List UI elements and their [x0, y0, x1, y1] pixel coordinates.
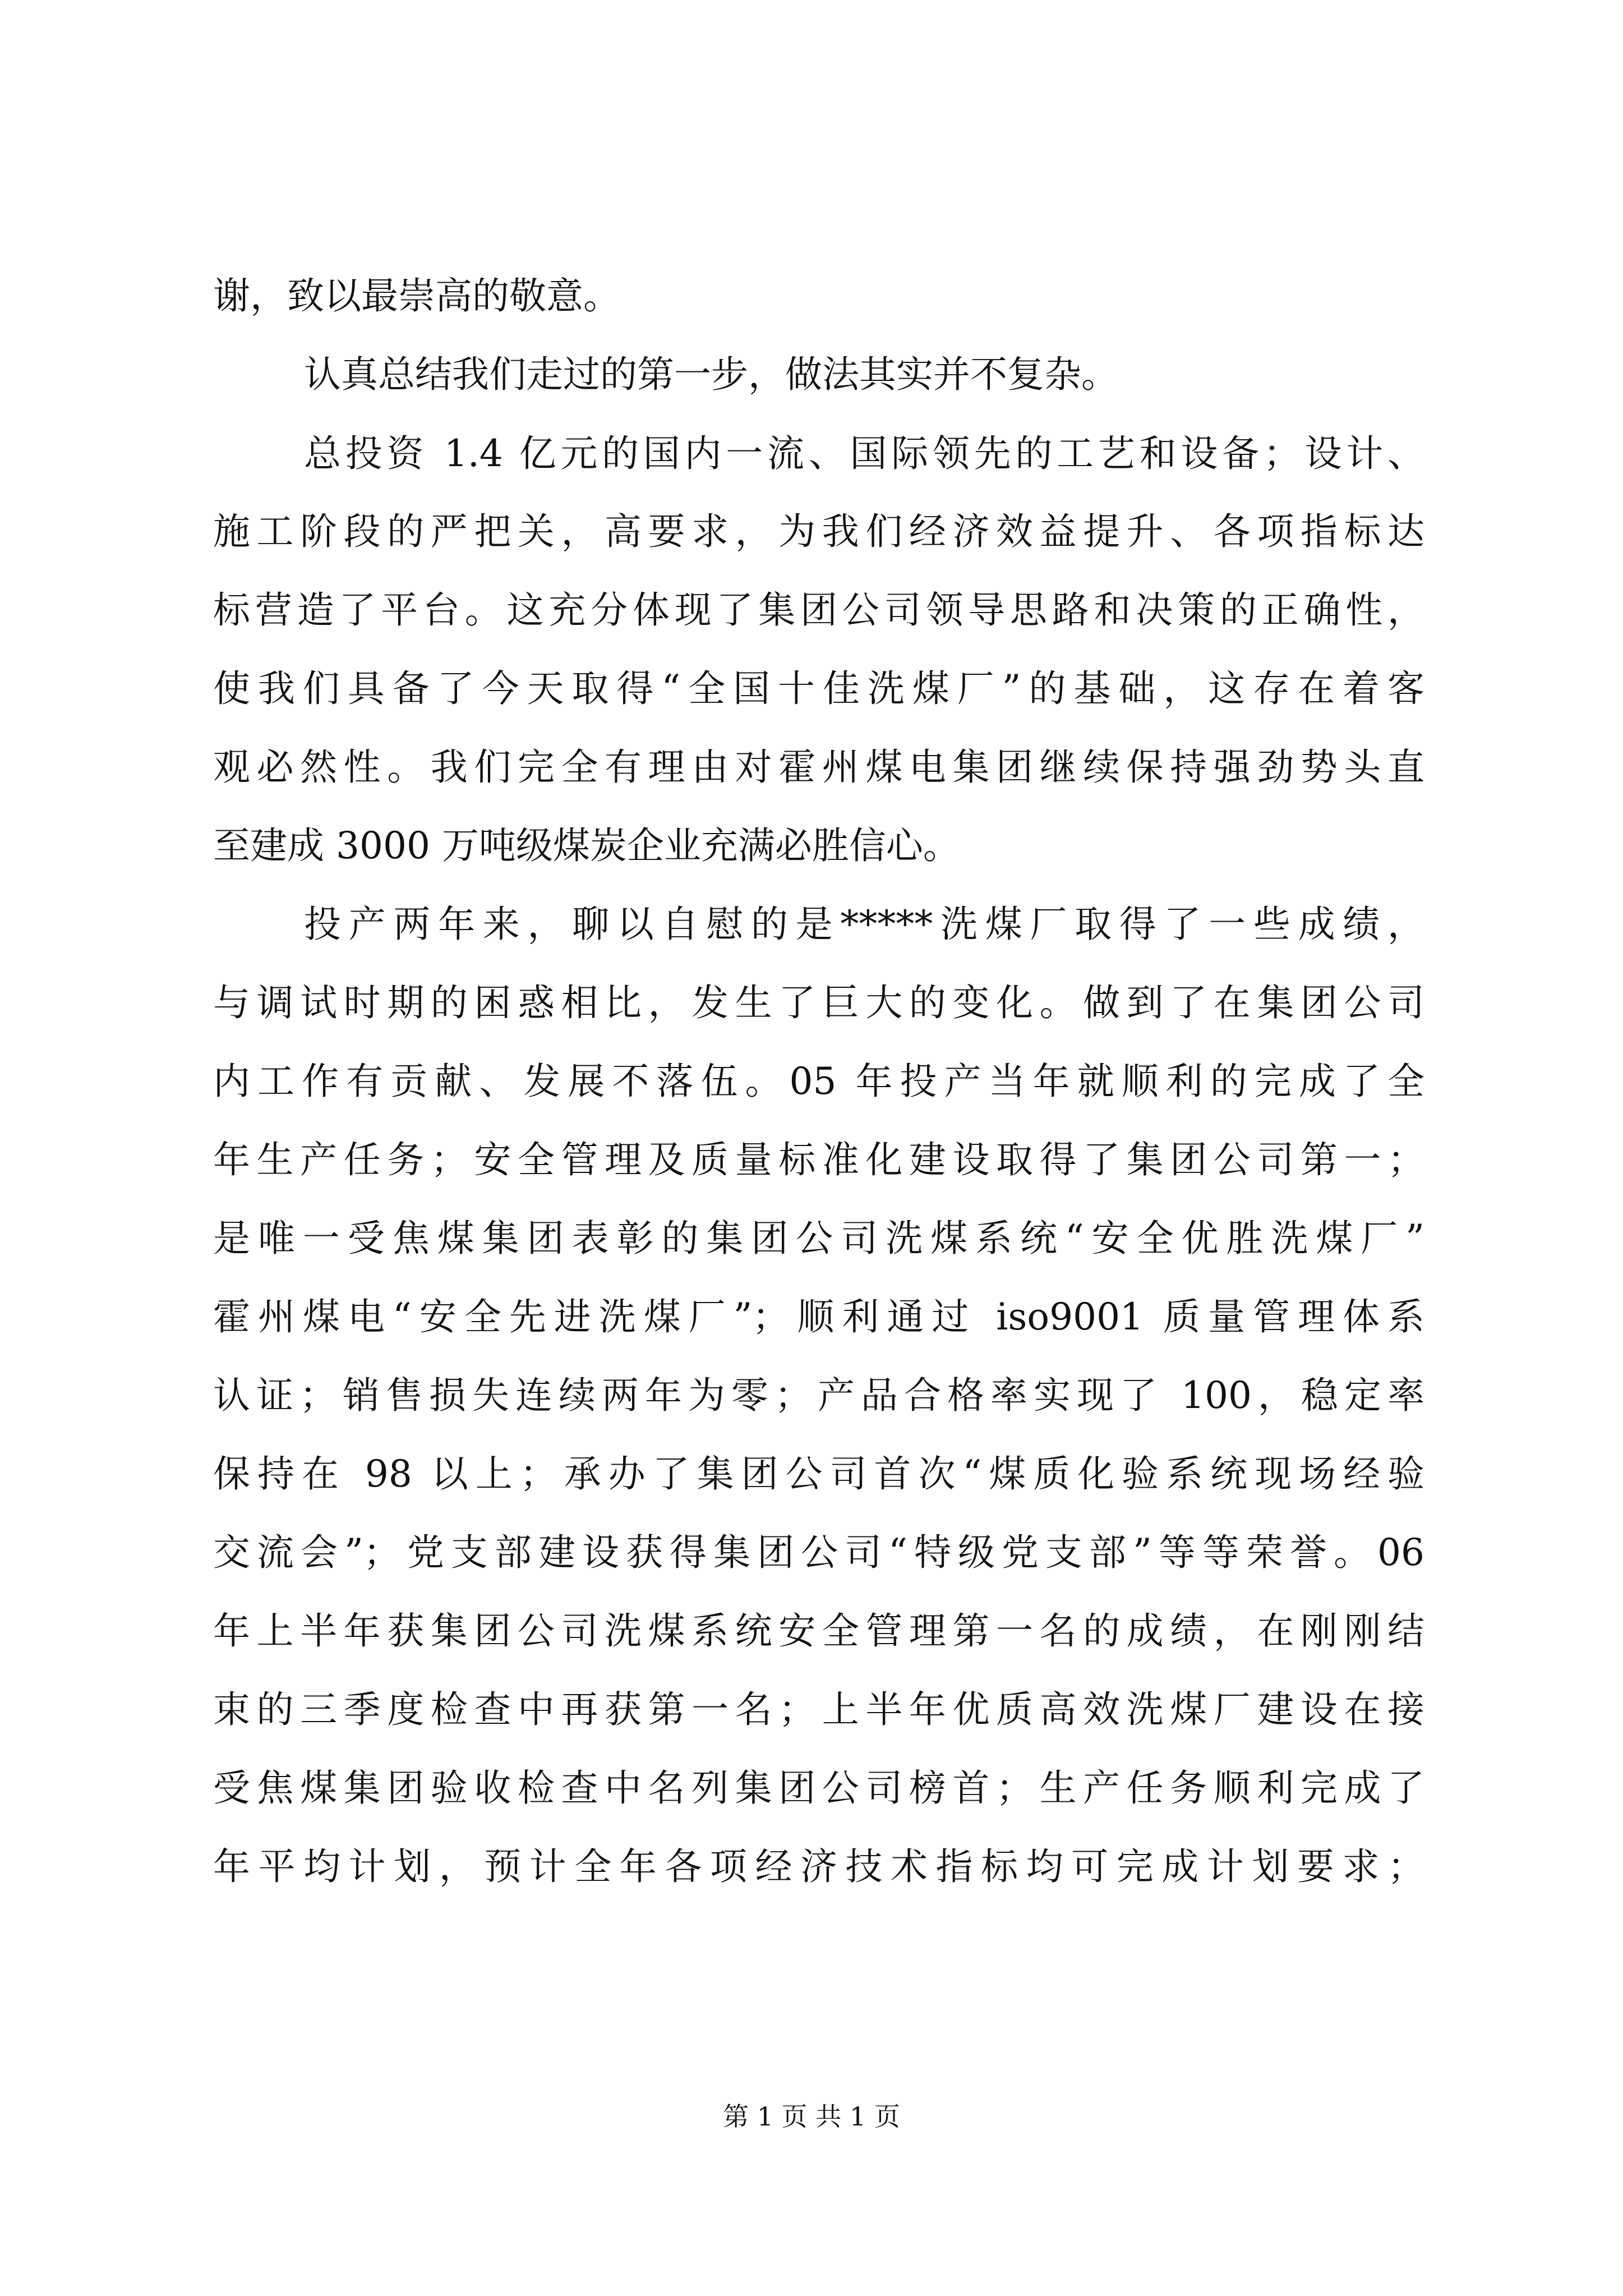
text-line: 交流会”；党支部建设获得集团公司“特级党支部”等等荣誉。06 — [213, 1531, 1424, 1574]
text-line: 观必然性。我们完全有理由对霍州煤电集团继续保持强劲势头直 — [213, 746, 1424, 789]
text-line: 标营造了平台。这充分体现了集团公司领导思路和决策的正确性， — [213, 588, 1424, 632]
text-line: 认证；销售损失连续两年为零；产品合格率实现了 100，稳定率 — [213, 1374, 1424, 1417]
text-line: 至建成 3000 万吨级煤炭企业充满必胜信心。 — [213, 824, 960, 867]
text-line: 保持在 98 以上；承办了集团公司首次“煤质化验系统现场经验 — [213, 1452, 1424, 1496]
text-line: 谢，致以最崇高的敬意。 — [213, 274, 620, 318]
text-line: 施工阶段的严把关，高要求，为我们经济效益提升、各项指标达 — [213, 510, 1424, 553]
text-line: 年生产任务；安全管理及质量标准化建设取得了集团公司第一； — [213, 1138, 1424, 1181]
text-line: 总投资 1.4 亿元的国内一流、国际领先的工艺和设备；设计、 — [304, 432, 1424, 475]
text-line: 内工作有贡献、发展不落伍。05 年投产当年就顺利的完成了全 — [213, 1060, 1424, 1103]
text-line: 受焦煤集团验收检查中名列集团公司榜首；生产任务顺利完成了 — [213, 1766, 1424, 1810]
text-line: 使我们具备了今天取得“全国十佳洗煤厂”的基础，这存在着客 — [213, 667, 1424, 710]
text-line: 束的三季度检查中再获第一名；上半年优质高效洗煤厂建设在接 — [213, 1688, 1424, 1731]
text-line: 认真总结我们走过的第一步，做法其实并不复杂。 — [304, 353, 1118, 396]
text-line: 与调试时期的困惑相比，发生了巨大的变化。做到了在集团公司 — [213, 981, 1424, 1024]
text-line: 投产两年来，聊以自慰的是*****洗煤厂取得了一些成绩， — [304, 903, 1424, 946]
text-line: 霍州煤电“安全先进洗煤厂”；顺利通过 iso9001 质量管理体系 — [213, 1295, 1424, 1338]
text-line: 年平均计划，预计全年各项经济技术指标均可完成计划要求； — [213, 1845, 1424, 1888]
text-line: 年上半年获集团公司洗煤系统安全管理第一名的成绩，在刚刚结 — [213, 1609, 1424, 1653]
text-line: 是唯一受焦煤集团表彰的集团公司洗煤系统“安全优胜洗煤厂” — [213, 1217, 1424, 1260]
page-footer: 第 1 页 共 1 页 — [723, 2101, 900, 2132]
